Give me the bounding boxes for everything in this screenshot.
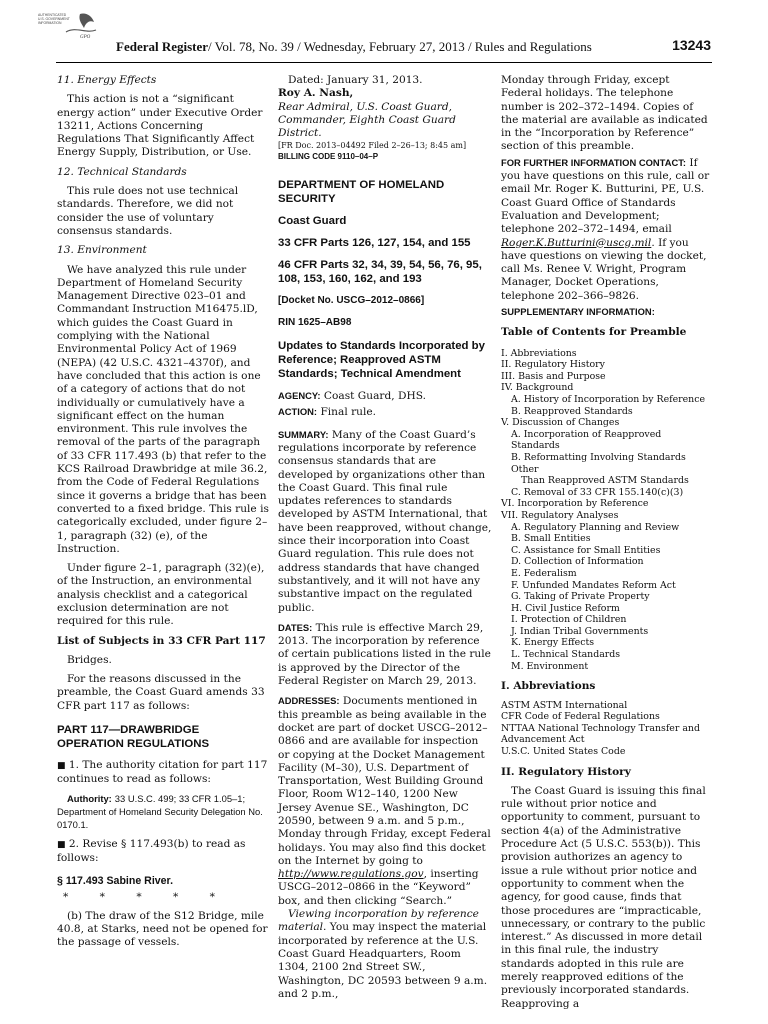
abbreviation-entry: NTTAA National Technology Transfer and — [501, 722, 700, 734]
toc-entry: A. History of Incorporation by Reference — [511, 394, 706, 406]
svg-text:U.S. GOVERNMENT: U.S. GOVERNMENT — [38, 17, 70, 21]
authority-label: Authority: — [67, 792, 112, 804]
cfr-parts-33: 33 CFR Parts 126, 127, 154, and 155 — [278, 237, 471, 250]
signer-name: Roy A. Nash, — [278, 87, 354, 100]
svg-text:AUTHENTICATED: AUTHENTICATED — [38, 13, 67, 17]
running-header — [116, 40, 616, 53]
toc-entry: IV. Background — [501, 382, 574, 394]
publication-name: Federal Register — [116, 39, 209, 54]
addresses-text-cont: , inserting USCG–2012–0866 in the “Keyword” box, and then clicking “Search.” — [278, 868, 479, 907]
svg-text:INFORMATION: INFORMATION — [38, 21, 62, 25]
agency-line — [278, 389, 492, 403]
contact-email-link[interactable]: Roger.K.Butturini@uscg.mil — [501, 236, 652, 249]
gpo-authenticated-logo-icon — [36, 10, 100, 40]
amendment-text: 1. The authority citation for part 117 continues to read as follows: — [57, 759, 268, 786]
fr-doc-line: [FR Doc. 2013–04492 Filed 2–26–13; 8:45 am] — [278, 141, 467, 151]
toc-entry: I. Abbreviations — [501, 347, 577, 359]
issue-details: / Vol. 78, No. 39 / Wednesday, February 27, 2013 / Rules and Regulations — [208, 39, 592, 54]
column-2 — [278, 74, 492, 1007]
toc-entry: VII. Regulatory Analyses — [501, 509, 619, 521]
paragraph: The Coast Guard is issuing this final rule without prior notice and opportunity to comment, pursuant to section 4(a) of the Administrative Procedure Act (5 U.S.C. 553(b)). This provision authorizes an agency to issue a rule without prior notice and opportunity to comment when the agency, for good cause, finds that those procedures are “impracticable, unnecessary, or contrary to the public interest.” As discussed in more detail in this final rule, the industry standards adopted in this rule are merely reapproved editions of the previously incorporated standards. Reapproving a — [501, 784, 706, 1010]
header-rule — [56, 62, 712, 63]
summary-paragraph — [278, 428, 492, 615]
paragraph: For the reasons discussed in the preamble, the Coast Guard amends 33 CFR part 117 as follows: — [57, 673, 265, 712]
toc-entry: A. Regulatory Planning and Review — [511, 521, 680, 533]
contact-paragraph — [501, 156, 711, 303]
viewing-text: You may inspect the material incorporated by reference at the U.S. Coast Guard Headquarters, Room 1304, 2100 2nd Street SW., Washington, DC 20593 between 9 a.m. and 2 p.m., — [278, 921, 488, 1000]
toc-entry: F. Unfunded Mandates Reform Act — [511, 579, 676, 591]
agency-department: DEPARTMENT OF HOMELAND SECURITY — [278, 179, 445, 206]
docket-number: [Docket No. USCG–2012–0866] — [278, 295, 425, 307]
addresses-label: ADDRESSES: — [278, 695, 340, 707]
toc-entry: D. Collection of Information — [511, 556, 644, 568]
amendment-text: 2. Revise § 117.493(b) to read as follows: — [57, 837, 246, 864]
page-header — [0, 0, 768, 70]
toc-entry: L. Technical Standards — [511, 649, 621, 661]
agency-value: Coast Guard, DHS. — [323, 390, 426, 403]
dates-text: This rule is effective March 29, 2013. The incorporation by reference of certain publications listed in the rule is approved by the Director of the Federal Register on March 29, 2013. — [278, 621, 491, 688]
toc-entry: C. Assistance for Small Entities — [511, 544, 661, 556]
viewing-lead: Viewing incorporation by reference material. — [278, 908, 479, 934]
toc-entry: E. Federalism — [511, 567, 577, 579]
square-bullet-icon: ■ — [57, 761, 66, 772]
summary-label: SUMMARY: — [278, 428, 329, 440]
toc-entry: II. Regulatory History — [501, 359, 605, 371]
table-of-contents — [501, 348, 711, 673]
column-3 — [501, 74, 711, 1017]
summary-text: Many of the Coast Guard’s regulations incorporate by reference consensus standards that are developed by organizations other than the Coast Guard. This final rule updates references to standards developed by ASTM International, that have been reapproved, without change, since their incorporation into Coast Guard regulation. This rule does not address standards that have changed substantively, and it will not have any substantive impact on the regulated public. — [278, 428, 492, 614]
addresses-paragraph — [278, 694, 492, 908]
authority-text: 33 U.S.C. 499; 33 CFR 1.05–1; Department of Homeland Security Delegation No. 0170.1. — [57, 792, 263, 830]
subjects-list: Bridges. — [67, 653, 112, 666]
regulations-gov-link[interactable]: http://www.regulations.gov — [278, 868, 424, 881]
paragraph: This rule does not use technical standards. Therefore, we did not consider the use of voluntary consensus standards. — [57, 185, 239, 237]
cfr-parts-46: 46 CFR Parts 32, 34, 39, 54, 56, 76, 95, 108, 153, 160, 162, and 193 — [278, 259, 482, 286]
contact-label: FOR FURTHER INFORMATION CONTACT: — [501, 156, 687, 168]
paragraph: We have analyzed this rule under Department of Homeland Security Management Directive 023–01 and Commandant Instruction M16475.lD, which guides the Coast Guard in complying with the National Environmental Policy Act of 1969 (NEPA) (42 U.S.C. 4321–4370f), and have concluded that this action is one of a category of actions that do not individually or cumulatively have a significant effect on the human environment. This rule involves the removal of the parts of the paragraph of 33 CFR 117.493 (b) that refer to the KCS Railroad Drawbridge at mile 36.2, from the Code of Federal Regulations since it governs a bridge that has been converted to a fixed bridge. This rule is categorically excluded, under figure 2–1, paragraph (32) (e), of the Instruction. — [57, 263, 269, 555]
dated-line: Dated: January 31, 2013. — [288, 74, 423, 86]
section-title: § 117.493 Sabine River. — [57, 875, 174, 888]
supplementary-label: SUPPLEMENTARY INFORMATION: — [501, 306, 655, 318]
omission-stars: * * * * * — [63, 890, 229, 903]
svg-text:GPO: GPO — [80, 35, 91, 40]
paragraph-continued: Monday through Friday, except Federal holidays. The telephone number is 202–372–1494. Copies of the material are available as indicated in the “Incorporation by Reference” section of this preamble. — [501, 74, 708, 153]
regulatory-history-heading: II. Regulatory History — [501, 765, 631, 778]
abbreviation-entry: Advancement Act — [501, 734, 585, 746]
toc-entry: C. Removal of 33 CFR 155.140(c)(3) — [511, 486, 684, 498]
authority-citation — [57, 793, 269, 832]
toc-entry: B. Small Entities — [511, 533, 591, 545]
part-title: PART 117—DRAWBRIDGE OPERATION REGULATIONS — [57, 724, 210, 751]
toc-entry: A. Incorporation of Reapproved Standards — [511, 428, 662, 452]
square-bullet-icon: ■ — [57, 839, 66, 850]
addresses-text: Documents mentioned in this preamble as being available in the docket are part of docket USCG–2012–0866 and are available for inspection or copying at the Docket Management Facility (M–30), U.S. Department of Transportation, West Building Ground Floor, Room W12–140, 1200 New Jersey Avenue SE., Washington, DC 20590, between 9 a.m. and 5 p.m., Monday through Friday, except Federal holidays. You may also find this docket on the Internet by going to — [278, 695, 491, 867]
paragraph: Under figure 2–1, paragraph (32)(e), of the Instruction, an environmental analysis checklist and a categorical exclusion determination are not required for this rule. — [57, 562, 265, 628]
action-value: Final rule. — [320, 406, 376, 419]
section-heading: 12. Technical Standards — [57, 165, 187, 178]
toc-entry: Than Reapproved ASTM Standards — [521, 475, 689, 487]
agency-label: AGENCY: — [278, 390, 321, 402]
toc-entry: K. Energy Effects — [511, 637, 595, 649]
paragraph: (b) The draw of the S12 Bridge, mile 40.8, at Starks, need not be opened for the passage of vessels. — [57, 909, 268, 949]
abbreviations-heading: I. Abbreviations — [501, 680, 596, 693]
billing-code: BILLING CODE 9110–04–P — [278, 152, 379, 162]
toc-entry: H. Civil Justice Reform — [511, 602, 620, 614]
toc-title: Table of Contents for Preamble — [501, 326, 687, 339]
column-1 — [57, 74, 269, 956]
dates-paragraph — [278, 621, 492, 688]
paragraph: This action is not a “significant energy action” under Executive Order 13211, Actions Concerning Regulations That Significantly Affect Energy Supply, Distribution, or Use. — [57, 93, 263, 159]
amendment-instruction — [57, 838, 269, 866]
toc-entry: I. Protection of Children — [511, 614, 627, 626]
toc-entry: J. Indian Tribal Governments — [511, 625, 649, 637]
toc-entry: V. Discussion of Changes — [501, 417, 620, 429]
viewing-paragraph — [278, 908, 492, 1001]
abbreviation-entry: ASTM ASTM International — [501, 699, 628, 711]
action-line — [278, 405, 492, 419]
toc-entry: B. Reformatting Involving Standards Other — [511, 451, 686, 475]
toc-entry: B. Reapproved Standards — [511, 405, 633, 417]
toc-entry: VI. Incorporation by Reference — [501, 498, 649, 510]
abbreviation-entry: CFR Code of Federal Regulations — [501, 711, 660, 723]
action-label: ACTION: — [278, 406, 318, 418]
page-number: 13243 — [672, 37, 711, 53]
section-heading: 13. Environment — [57, 244, 147, 257]
abbreviations-list — [501, 700, 711, 758]
rule-title: Updates to Standards Incorporated by Reference; Reapproved ASTM Standards; Technical Amendment — [278, 340, 485, 381]
rin-number: RIN 1625–AB98 — [278, 316, 352, 328]
subjects-heading: List of Subjects in 33 CFR Part 117 — [57, 634, 266, 647]
signer-title: Rear Admiral, U.S. Coast Guard, Commander, Eighth Coast Guard District. — [278, 100, 456, 140]
abbreviation-entry: U.S.C. United States Code — [501, 745, 626, 757]
contact-text-cont: . If you have questions on viewing the docket, call Ms. Renee V. Wright, Program Manager, Docket Operations, telephone 202–366–9826. — [501, 236, 707, 302]
agency-subunit: Coast Guard — [278, 215, 347, 228]
toc-entry: M. Environment — [511, 660, 589, 672]
toc-entry: III. Basis and Purpose — [501, 370, 606, 382]
toc-entry: G. Taking of Private Property — [511, 591, 650, 603]
contact-text: If you have questions on this rule, call or email Mr. Roger K. Butturini, PE, U.S. Coast Guard Office of Standards Evaluation and Development; telephone 202–372–1494, email — [501, 156, 710, 236]
amendment-instruction — [57, 759, 269, 787]
dates-label: DATES: — [278, 621, 313, 633]
section-heading: 11. Energy Effects — [57, 74, 157, 86]
